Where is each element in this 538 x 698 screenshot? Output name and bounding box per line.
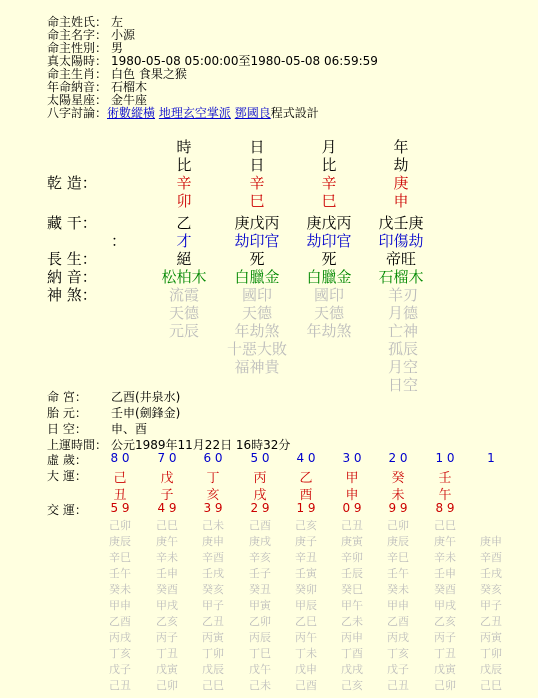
luck-cell: 8 0: [110, 451, 130, 465]
palace-label: 胎 元：: [47, 406, 87, 420]
luck-cell: 8 9: [435, 501, 455, 515]
luck-cell: 申: [345, 488, 359, 503]
luck-cell: 戊: [160, 471, 174, 486]
luck-cell: 己卯: [109, 519, 131, 532]
palace-row: [47, 389, 290, 405]
luck-cell: 5 0: [250, 451, 270, 465]
palace-value: 壬申(劍鋒金): [111, 406, 181, 420]
luck-cell: 癸丑: [249, 583, 271, 596]
pillar-cell: 劫: [393, 156, 409, 174]
colon: ：: [111, 232, 127, 250]
pillar-cell: 巳: [321, 192, 337, 210]
luck-cell: 戊子: [109, 663, 131, 676]
luck-cell: 壬申: [156, 567, 178, 580]
luck-cell: 1 9: [296, 501, 316, 515]
luck-cell: 庚寅: [341, 535, 363, 548]
luck-cell: 壬戌: [202, 567, 224, 580]
luck-cell: 甲申: [387, 599, 409, 612]
luck-cell: 辛酉: [202, 551, 224, 564]
luck-cell: 4 9: [157, 501, 177, 515]
luck-cell: 己卯: [434, 679, 456, 692]
luck-cell: 丙戌: [109, 631, 131, 644]
luck-cell: 癸未: [387, 583, 409, 596]
luck-cell: 壬午: [109, 567, 131, 580]
pillar-cell: 辛: [249, 174, 265, 192]
luck-cell: 丙子: [434, 631, 456, 644]
info-block: [47, 16, 378, 120]
luck-cell: 庚午: [434, 535, 456, 548]
luck-cell: 丁未: [295, 647, 317, 660]
luck-cell: 4 0: [296, 451, 316, 465]
luck-cell: 壬戌: [480, 567, 502, 580]
luck-cell: 癸亥: [480, 583, 502, 596]
shensha-item: 月空: [388, 358, 419, 376]
shensha-item: 天德: [168, 304, 199, 322]
luck-cell: 甲辰: [295, 599, 317, 612]
luck-cell: 丁卯: [480, 647, 502, 660]
luck-cell: 戊辰: [480, 663, 502, 676]
info-label: 命主生肖：: [47, 67, 108, 81]
pillar-cell: 劫印官: [234, 232, 280, 250]
pillar-cell: 庚: [393, 174, 409, 192]
shensha-item: 月德: [388, 304, 419, 322]
luck-cell: 己丑: [341, 519, 363, 532]
palace-value: 乙酉(井泉水): [111, 390, 181, 404]
info-label: 命主性別：: [47, 41, 108, 55]
luck-cell: 丙寅: [202, 631, 224, 644]
luck-cell: 甲寅: [249, 599, 271, 612]
luck-cell: 未: [391, 488, 405, 503]
luck-cell: 戊戌: [341, 663, 363, 676]
info-label: 年命納音：: [47, 80, 108, 94]
row-label: 納 音：: [47, 268, 97, 286]
luck-cell: 癸酉: [156, 583, 178, 596]
shensha-item: 羊刃: [388, 286, 419, 304]
pillar-cell: 帝旺: [385, 250, 416, 268]
luck-cell: 庚午: [156, 535, 178, 548]
luck-cell: 丑: [113, 488, 127, 503]
row-label: 交 運：: [47, 503, 87, 517]
pillar-cell: 石榴木: [378, 268, 424, 286]
pillar-cell: 才: [176, 232, 192, 250]
pillar-cell: 庚戊丙: [234, 214, 280, 232]
luck-cell: 乙巳: [295, 615, 317, 628]
palace-label: 命 宮：: [47, 390, 87, 404]
luck-cell: 壬申: [434, 567, 456, 580]
info-label: 太陽星座：: [47, 93, 108, 107]
luck-cell: 壬寅: [295, 567, 317, 580]
luck-cell: 丁酉: [341, 647, 363, 660]
luck-cell: 庚戌: [249, 535, 271, 548]
luck-cell: 丁亥: [109, 647, 131, 660]
pillar-cell: 巳: [249, 192, 265, 210]
luck-cell: 辛巳: [109, 551, 131, 564]
row-label: 神 煞：: [47, 286, 97, 304]
luck-cell: 庚子: [295, 535, 317, 548]
luck-cell: 5 9: [110, 501, 130, 515]
pillar-cell: 比: [176, 156, 192, 174]
info-value: 白色 食果之猴: [111, 67, 187, 81]
luck-cell: 辛亥: [249, 551, 271, 564]
pillar-cell: 比: [321, 156, 337, 174]
row-label: 乾 造：: [47, 174, 97, 192]
luck-cell: 1: [487, 451, 495, 465]
pillar-cell: 時: [176, 138, 192, 156]
luck-cell: 己丑: [109, 679, 131, 692]
luck-cell: 己巳: [480, 679, 502, 692]
palace-label: 上運時間：: [47, 438, 108, 452]
luck-cell: 乙未: [341, 615, 363, 628]
info-value: 左: [111, 15, 124, 29]
luck-cell: 甲戌: [434, 599, 456, 612]
luck-cell: 辛未: [434, 551, 456, 564]
link-shushu[interactable]: 術數縱橫: [107, 106, 156, 120]
pillar-cell: 乙: [176, 214, 192, 232]
luck-cell: 甲: [345, 471, 359, 486]
pillar-cell: 日: [249, 138, 265, 156]
shensha-item: 天德: [241, 304, 272, 322]
luck-cell: 戊寅: [434, 663, 456, 676]
luck-cell: 己卯: [387, 519, 409, 532]
pillar-cell: 庚戊丙: [306, 214, 352, 232]
pillar-cell: 劫印官: [306, 232, 352, 250]
luck-cell: 丙午: [295, 631, 317, 644]
luck-cell: 戊午: [249, 663, 271, 676]
pillar-cell: 白臘金: [306, 268, 352, 286]
info-label: 命主姓氏：: [47, 15, 108, 29]
row-label: 大 運：: [47, 469, 87, 483]
luck-cell: 壬子: [249, 567, 271, 580]
luck-cell: 丁丑: [156, 647, 178, 660]
luck-cell: 丙戌: [387, 631, 409, 644]
luck-cell: 辛巳: [387, 551, 409, 564]
luck-cell: 甲子: [202, 599, 224, 612]
luck-cell: 亥: [206, 488, 220, 503]
palace-value: 申、酉: [111, 422, 148, 436]
info-value: 1980-05-08 05:00:00至1980-05-08 06:59:59: [111, 54, 378, 68]
luck-cell: 癸亥: [202, 583, 224, 596]
luck-cell: 戊辰: [202, 663, 224, 676]
luck-cell: 壬: [438, 471, 452, 486]
luck-cell: 辛未: [156, 551, 178, 564]
luck-cell: 丁: [206, 471, 220, 486]
luck-cell: 辛卯: [341, 551, 363, 564]
shensha-item: 國印: [313, 286, 344, 304]
pillar-cell: 辛: [321, 174, 337, 192]
shensha-item: 福神貴: [234, 358, 280, 376]
luck-cell: 9 9: [388, 501, 408, 515]
luck-cell: 丁亥: [387, 647, 409, 660]
luck-cell: 甲午: [341, 599, 363, 612]
palace-row: [47, 421, 290, 437]
row-label: 長 生：: [47, 250, 97, 268]
luck-cell: 丙申: [341, 631, 363, 644]
luck-cell: 2 9: [250, 501, 270, 515]
luck-cell: 庚辰: [387, 535, 409, 548]
luck-cell: 壬辰: [341, 567, 363, 580]
pillar-cell: 月: [321, 138, 337, 156]
pillar-cell: 戊壬庚: [378, 214, 424, 232]
luck-cell: 乙卯: [249, 615, 271, 628]
info-value: 金牛座: [111, 93, 148, 107]
pillar-cell: 死: [321, 250, 337, 268]
luck-cell: 乙: [299, 471, 313, 486]
luck-cell: 2 0: [388, 451, 408, 465]
luck-cell: 午: [438, 488, 452, 503]
luck-cell: 己未: [249, 679, 271, 692]
luck-cell: 3 9: [203, 501, 223, 515]
shensha-item: 流霞: [168, 286, 199, 304]
luck-cell: 酉: [299, 488, 313, 503]
shensha-item: 年劫煞: [234, 322, 280, 340]
pillar-cell: 白臘金: [234, 268, 280, 286]
luck-cell: 己: [113, 471, 127, 486]
row-label: 藏 干：: [47, 214, 97, 232]
pillar-cell: 申: [393, 192, 409, 210]
pillar-cell: 卯: [176, 192, 192, 210]
luck-cell: 癸: [391, 471, 405, 486]
luck-cell: 丁卯: [202, 647, 224, 660]
shensha-item: 亡神: [388, 322, 419, 340]
luck-cell: 0 9: [342, 501, 362, 515]
luck-cell: 丙辰: [249, 631, 271, 644]
luck-cell: 乙亥: [156, 615, 178, 628]
luck-cell: 甲戌: [156, 599, 178, 612]
palace-value: 公元1989年11月22日 16時32分: [111, 438, 291, 452]
luck-cell: 乙亥: [434, 615, 456, 628]
info-value: 男: [111, 41, 124, 55]
shensha-item: 十惡大敗: [226, 340, 287, 358]
luck-cell: 丁丑: [434, 647, 456, 660]
luck-cell: 甲申: [109, 599, 131, 612]
luck-cell: 己亥: [295, 519, 317, 532]
luck-cell: 癸酉: [434, 583, 456, 596]
pillar-cell: 死: [249, 250, 265, 268]
pillar-cell: 松柏木: [161, 268, 207, 286]
luck-cell: 戊寅: [156, 663, 178, 676]
shensha-item: 元辰: [168, 322, 199, 340]
luck-cell: 己未: [202, 519, 224, 532]
luck-cell: 己酉: [295, 679, 317, 692]
luck-cell: 辛丑: [295, 551, 317, 564]
row-label: 虛 歲：: [47, 453, 87, 467]
luck-cell: 6 0: [203, 451, 223, 465]
info-label: 真太陽時：: [47, 54, 108, 68]
shensha-item: 年劫煞: [306, 322, 352, 340]
luck-cell: 己巳: [202, 679, 224, 692]
luck-cell: 1 0: [435, 451, 455, 465]
luck-cell: 庚申: [202, 535, 224, 548]
shensha-item: 日空: [388, 376, 419, 394]
luck-cell: 壬午: [387, 567, 409, 580]
luck-cell: 己卯: [156, 679, 178, 692]
info-label: 命主名字：: [47, 28, 108, 42]
luck-cell: 庚辰: [109, 535, 131, 548]
discussion-row: [47, 107, 378, 120]
luck-cell: 戊子: [387, 663, 409, 676]
luck-cell: 癸卯: [295, 583, 317, 596]
luck-cell: 庚申: [480, 535, 502, 548]
luck-cell: 乙酉: [109, 615, 131, 628]
shensha-item: 孤辰: [388, 340, 419, 358]
luck-cell: 戊申: [295, 663, 317, 676]
luck-cell: 甲子: [480, 599, 502, 612]
luck-cell: 辛酉: [480, 551, 502, 564]
palace-label: 日 空：: [47, 422, 87, 436]
pillar-cell: 絕: [176, 250, 192, 268]
luck-cell: 己丑: [387, 679, 409, 692]
luck-cell: 7 0: [157, 451, 177, 465]
luck-cell: 己酉: [249, 519, 271, 532]
luck-cell: 己巳: [156, 519, 178, 532]
discussion-label: 八字討論：: [47, 106, 108, 120]
luck-cell: 丁巳: [249, 647, 271, 660]
link-dili[interactable]: 地理玄空掌派: [158, 106, 231, 120]
luck-cell: 戌: [253, 488, 267, 503]
discussion-suffix: 程式設計: [270, 106, 319, 120]
shensha-item: 天德: [313, 304, 344, 322]
luck-cell: 3 0: [342, 451, 362, 465]
luck-cell: 丙: [253, 471, 267, 486]
luck-cell: 乙酉: [387, 615, 409, 628]
luck-cell: 丙子: [156, 631, 178, 644]
pillar-cell: 年: [393, 138, 409, 156]
luck-cell: 子: [160, 488, 174, 503]
luck-cell: 癸巳: [341, 583, 363, 596]
luck-cell: 己亥: [341, 679, 363, 692]
link-deng[interactable]: 鄧國良: [234, 106, 271, 120]
info-value: 石榴木: [111, 80, 148, 94]
palace-row: [47, 405, 290, 421]
shensha-item: 國印: [241, 286, 272, 304]
luck-cell: 乙丑: [202, 615, 224, 628]
palace-block: [47, 389, 290, 453]
pillar-cell: 日: [249, 156, 265, 174]
info-value: 小源: [111, 28, 136, 42]
luck-cell: 癸未: [109, 583, 131, 596]
luck-cell: 乙丑: [480, 615, 502, 628]
pillar-cell: 印傷劫: [378, 232, 424, 250]
pillar-cell: 辛: [176, 174, 192, 192]
luck-cell: 己巳: [434, 519, 456, 532]
luck-cell: 丙寅: [480, 631, 502, 644]
